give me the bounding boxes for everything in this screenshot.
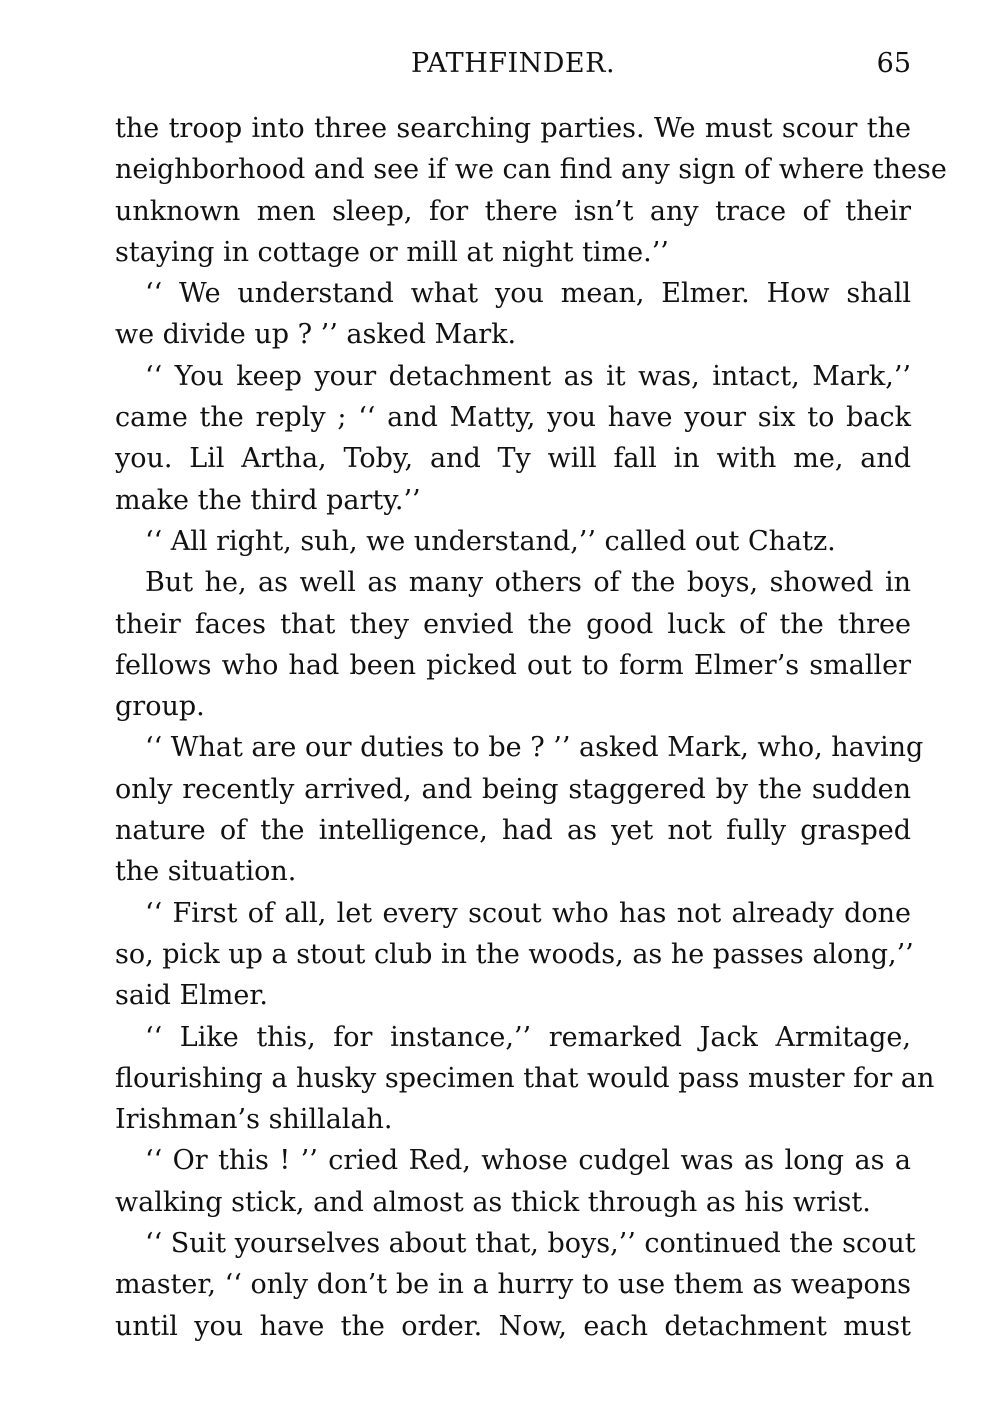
text-line: we divide up ? ’’ asked Mark.: [115, 319, 517, 351]
text-line: ‘‘ All right, suh, we understand,’’ called out Chatz.: [145, 525, 836, 557]
text-line: nature of the intelligence, had as yet not fully grasped: [115, 815, 911, 847]
text-line: group.: [115, 691, 205, 723]
text-line: ‘‘ You keep your detachment as it was, intact, Mark,’’: [145, 360, 911, 392]
text-line: unknown men sleep, for there isn’t any trace of their: [115, 195, 911, 227]
text-line: ‘‘ Or this ! ’’ cried Red, whose cudgel was as long as a: [145, 1145, 911, 1177]
text-line: master, ‘‘ only don’t be in a hurry to use them as weapons: [115, 1269, 911, 1301]
text-line: said Elmer.: [115, 980, 268, 1012]
text-line: you. Lil Artha, Toby, and Ty will fall in with me, and: [115, 443, 911, 475]
running-header: [115, 48, 911, 88]
text-line: their faces that they envied the good luck of the three: [115, 608, 911, 640]
text-line: ‘‘ Suit yourselves about that, boys,’’ continued the scout: [145, 1228, 916, 1260]
page-number: 65: [876, 48, 911, 79]
text-line: until you have the order. Now, each detachment must: [115, 1310, 911, 1342]
text-line: flourishing a husky specimen that would pass muster for an: [115, 1062, 935, 1094]
text-line: staying in cottage or mill at night time.’’: [115, 236, 669, 268]
text-line: only recently arrived, and being staggered by the sudden: [115, 773, 911, 805]
text-line: ‘‘ We understand what you mean, Elmer. How shall: [145, 278, 911, 310]
text-line: came the reply ; ‘‘ and Matty, you have your six to back: [115, 402, 911, 434]
text-line: But he, as well as many others of the boys, showed in: [145, 567, 911, 599]
text-line: the troop into three searching parties. We must scour the: [115, 113, 911, 144]
text-line: Irishman’s shillalah.: [115, 1104, 393, 1136]
text-line: ‘‘ What are our duties to be ? ’’ asked Mark, who, having: [145, 732, 924, 764]
text-line: ‘‘ First of all, let every scout who has not already done: [145, 897, 911, 929]
text-line: walking stick, and almost as thick through as his wrist.: [115, 1186, 871, 1218]
text-line: neighborhood and see if we can find any sign of where these: [115, 154, 947, 186]
text-line: the situation.: [115, 856, 297, 888]
text-line: make the third party.’’: [115, 484, 421, 516]
text-line: fellows who had been picked out to form Elmer’s smaller: [115, 649, 911, 681]
running-title: PATHFINDER.: [410, 48, 616, 79]
body-text: [115, 108, 947, 1347]
text-line: so, pick up a stout club in the woods, as he passes along,’’: [115, 938, 914, 970]
text-line: ‘‘ Like this, for instance,’’ remarked Jack Armitage,: [145, 1021, 911, 1053]
